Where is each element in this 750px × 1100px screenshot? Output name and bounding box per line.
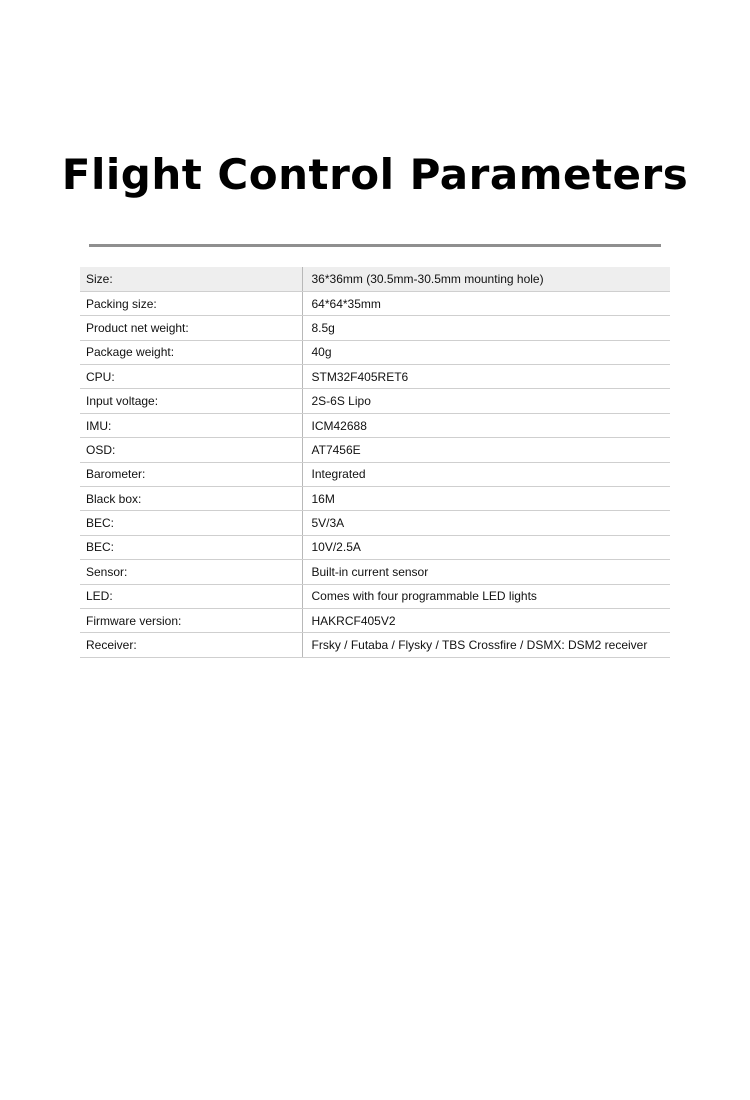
- spec-value: 16M: [302, 487, 670, 511]
- spec-label: Barometer:: [80, 462, 302, 486]
- spec-value: Frsky / Futaba / Flysky / TBS Crossfire / DSMX: DSM2 receiver: [302, 633, 670, 657]
- spec-label: Sensor:: [80, 560, 302, 584]
- spec-label: Receiver:: [80, 633, 302, 657]
- spec-row-input-voltage: [80, 389, 670, 413]
- spec-value: ICM42688: [302, 413, 670, 437]
- spec-value: HAKRCF405V2: [302, 608, 670, 632]
- spec-label: CPU:: [80, 365, 302, 389]
- spec-value: AT7456E: [302, 438, 670, 462]
- spec-row-cpu: [80, 365, 670, 389]
- spec-row-black-box: [80, 487, 670, 511]
- spec-row-net-weight: [80, 316, 670, 340]
- spec-row-bec-5v: [80, 511, 670, 535]
- spec-row-package-weight: [80, 340, 670, 364]
- spec-label: BEC:: [80, 511, 302, 535]
- spec-table: [80, 267, 670, 658]
- spec-label: Input voltage:: [80, 389, 302, 413]
- spec-value: Comes with four programmable LED lights: [302, 584, 670, 608]
- spec-label: Firmware version:: [80, 608, 302, 632]
- spec-value: Built-in current sensor: [302, 560, 670, 584]
- spec-label: BEC:: [80, 535, 302, 559]
- spec-label: Package weight:: [80, 340, 302, 364]
- spec-label: LED:: [80, 584, 302, 608]
- spec-value: 40g: [302, 340, 670, 364]
- spec-row-sensor: [80, 560, 670, 584]
- spec-row-packing-size: [80, 291, 670, 315]
- spec-label: Packing size:: [80, 291, 302, 315]
- spec-label: OSD:: [80, 438, 302, 462]
- spec-row-osd: [80, 438, 670, 462]
- spec-row-barometer: [80, 462, 670, 486]
- title-divider: [89, 244, 661, 247]
- spec-value: 5V/3A: [302, 511, 670, 535]
- spec-label: Product net weight:: [80, 316, 302, 340]
- spec-row-receiver: [80, 633, 670, 657]
- spec-row-bec-10v: [80, 535, 670, 559]
- spec-value: STM32F405RET6: [302, 365, 670, 389]
- spec-row-firmware-version: [80, 608, 670, 632]
- spec-value: 8.5g: [302, 316, 670, 340]
- spec-label: Size:: [80, 267, 302, 291]
- spec-value: 10V/2.5A: [302, 535, 670, 559]
- spec-label: IMU:: [80, 413, 302, 437]
- spec-label: Black box:: [80, 487, 302, 511]
- spec-row-led: [80, 584, 670, 608]
- spec-value: 36*36mm (30.5mm-30.5mm mounting hole): [302, 267, 670, 291]
- spec-value: 64*64*35mm: [302, 291, 670, 315]
- spec-value: 2S-6S Lipo: [302, 389, 670, 413]
- page-title: Flight Control Parameters: [61, 150, 689, 199]
- spec-value: Integrated: [302, 462, 670, 486]
- spec-row-imu: [80, 413, 670, 437]
- spec-row-size: [80, 267, 670, 291]
